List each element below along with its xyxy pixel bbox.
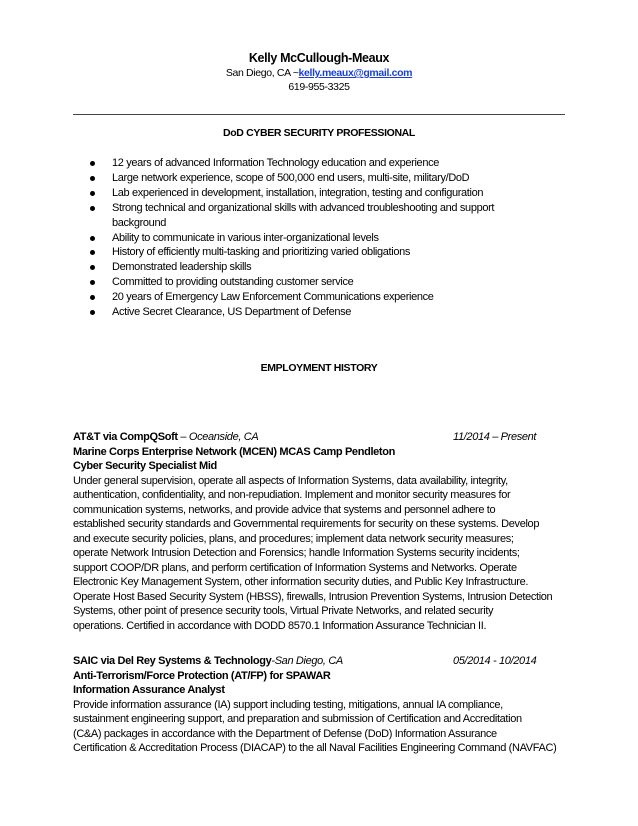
list-item: Active Secret Clearance, US Department of Defense (90, 305, 530, 320)
profile-bullet-list (90, 156, 530, 320)
job-entry-att (73, 430, 568, 633)
company-name: SAIC via Del Rey Systems & Technology (73, 655, 272, 667)
list-item: Ability to communicate in various inter-organizational levels (90, 231, 530, 246)
job-description: Under general supervision, operate all aspects of Information Systems, data availability, integrity, authentication, confidentiality, and non-repudiation. Implement and monitor security measures for communication systems, networks, and provide advice that systems and personnel adhere to established security standards and Governmental requirements for security on these systems. Develop and execute security policies, plans, and procedures; implement data network security measures; operate Network Intrusion Detection and Forensics; handle Information Systems security incidents; support COOP/DR plans, and perform certification of Information Systems and Networks. Operate Electronic Key Management System, other information security duties, and Public Key Infrastructure. Operate Host Based Security System (HBSS), firewalls, Intrusion Prevention Systems, Intrusion Detection Systems, other point of presence security tools, Virtual Private Networks, and related security operations. Certified in accordance with DODD 8570.1 Information Assurance Technician II. (73, 474, 553, 632)
list-item: Lab experienced in development, installation, integration, testing and configuration (90, 186, 530, 201)
contact-line (0, 66, 638, 80)
bullet-icon (90, 176, 95, 181)
list-item: Large network experience, scope of 500,000 end users, multi-site, military/DoD (90, 171, 530, 186)
job-description: Provide information assurance (IA) support including testing, mitigations, annual IA compliance, sustainment engineering support, and preparation and submission of Certification and Accreditation (C&A) packages in accordance with the Department of Defense (DoD) Information Assurance Certification & Accreditation Process (DIACAP) to the all Naval Facilities Engineering Command (NAVFAC) (73, 698, 557, 754)
list-item: Demonstrated leadership skills (90, 260, 530, 275)
job-header (73, 654, 568, 669)
employment-title: EMPLOYMENT HISTORY (260, 362, 378, 374)
list-item: 12 years of advanced Information Technology education and experience (90, 156, 530, 171)
job-entry-saic (73, 654, 568, 756)
job-role: Cyber Security Specialist Mid (73, 460, 217, 472)
list-item: Strong technical and organizational skills with advanced troubleshooting and support background (90, 201, 530, 231)
header-divider (73, 114, 565, 115)
location-text: San Diego, CA ~ (225, 67, 299, 79)
job-location: – Oceanside, CA (177, 431, 259, 443)
list-item: History of efficiently multi-tasking and prioritizing varied obligations (90, 245, 530, 260)
bullet-icon (90, 191, 95, 196)
job-role: Information Assurance Analyst (73, 684, 225, 696)
bullet-icon (90, 265, 95, 270)
phone-number: 619-955-3325 (288, 81, 350, 93)
list-item: 20 years of Emergency Law Enforcement Communications experience (90, 290, 530, 305)
bullet-icon (90, 310, 95, 315)
bullet-icon (90, 206, 95, 211)
email-link[interactable]: kelly.meaux@gmail.com (298, 67, 413, 79)
bullet-icon (90, 161, 95, 166)
job-location: -San Diego, CA (271, 655, 343, 667)
job-header (73, 430, 568, 445)
bullet-icon (90, 250, 95, 255)
job-unit: Anti-Terrorism/Force Protection (AT/FP) for SPAWAR (73, 669, 331, 682)
bullet-icon (90, 236, 95, 241)
company-name: AT&T via CompQSoft (73, 431, 178, 443)
job-dates: 05/2014 - 10/2014 (453, 655, 537, 667)
profile-title: DoD CYBER SECURITY PROFESSIONAL (223, 127, 415, 139)
applicant-name: Kelly McCullough-Meaux (248, 51, 390, 65)
job-unit: Marine Corps Enterprise Network (MCEN) MCAS Camp Pendleton (73, 445, 395, 458)
job-dates: 11/2014 – Present (453, 431, 537, 443)
bullet-icon (90, 295, 95, 300)
bullet-icon (90, 280, 95, 285)
list-item: Committed to providing outstanding customer service (90, 275, 530, 290)
resume-header (0, 50, 638, 94)
